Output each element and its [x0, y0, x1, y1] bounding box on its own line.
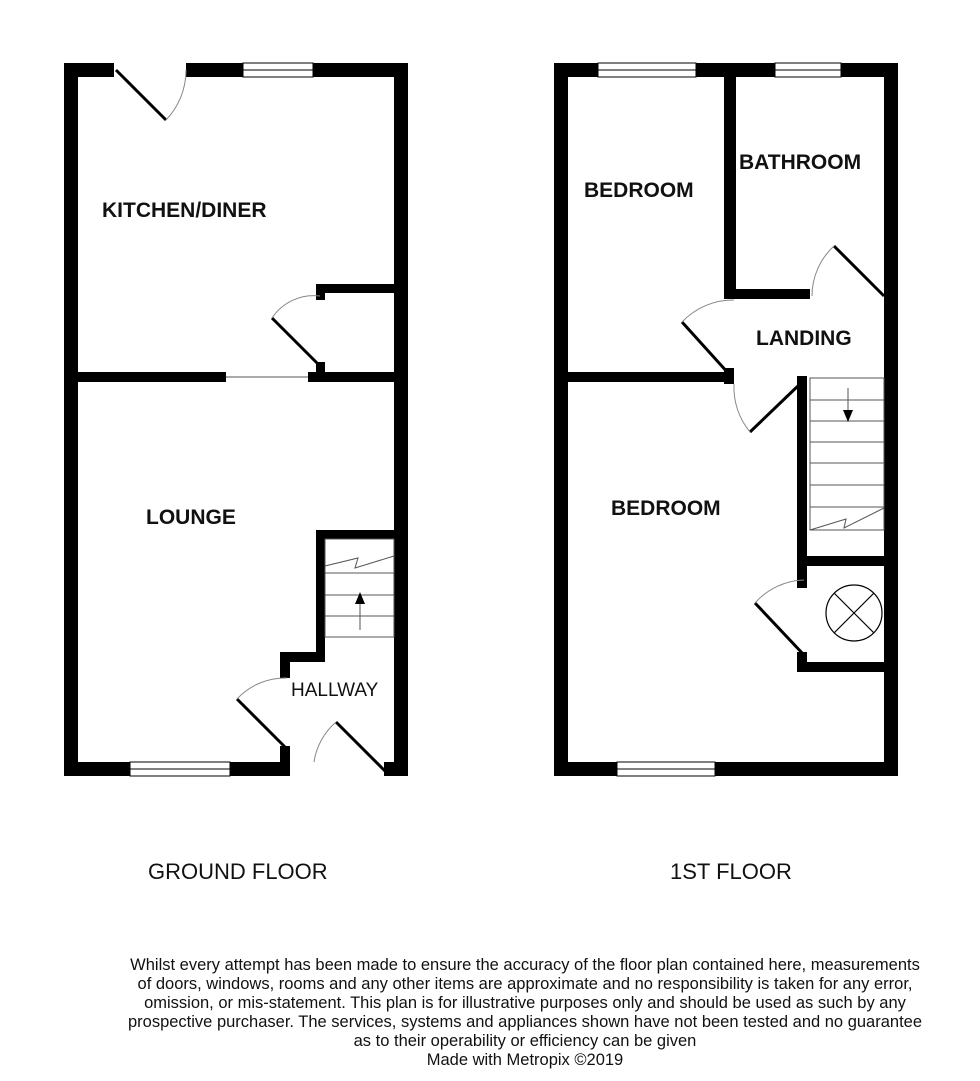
floor-title-ground: GROUND FLOOR	[148, 859, 328, 884]
window	[598, 63, 696, 77]
wall	[280, 746, 290, 776]
window	[130, 762, 230, 776]
arrow-down-icon	[843, 410, 853, 422]
floor-title-first: 1ST FLOOR	[670, 859, 792, 884]
wall	[554, 63, 568, 776]
door-icon	[237, 678, 287, 749]
room-label-hallway: HALLWAY	[291, 680, 379, 701]
wall	[797, 662, 898, 672]
wall	[64, 63, 114, 77]
room-label-bedroom: BEDROOM	[584, 179, 694, 202]
window	[243, 63, 313, 77]
room-label-bathroom: BATHROOM	[739, 151, 862, 174]
door-icon	[734, 384, 800, 432]
wall	[64, 63, 78, 776]
wall	[724, 63, 736, 299]
wall	[394, 63, 408, 776]
door-icon	[812, 246, 884, 296]
wall	[554, 372, 732, 382]
disclaimer-line: as to their operability or efficiency can be given	[353, 1032, 697, 1050]
disclaimer-line: prospective purchaser. The services, systems and appliances shown have not been tested and no guarantee	[127, 1013, 923, 1031]
arrow-up-icon	[355, 592, 365, 604]
door-icon	[116, 70, 186, 120]
window	[775, 63, 841, 77]
wall	[384, 762, 408, 776]
wall	[316, 530, 408, 539]
room-label-lounge: LOUNGE	[146, 506, 236, 529]
door-icon	[755, 580, 804, 655]
disclaimer-line: omission, or mis-statement. This plan is for illustrative purposes only and should be used as such by any	[144, 994, 906, 1012]
wall	[797, 566, 807, 588]
wall	[797, 556, 898, 566]
room-label-bedroom-large: BEDROOM	[611, 497, 721, 520]
wall	[64, 372, 226, 382]
ground-floor-plan	[64, 63, 408, 884]
disclaimer-line: of doors, windows, rooms and any other items are approximate and no responsibility is taken for any error,	[137, 975, 913, 993]
credit: Made with Metropix ©2019	[426, 1051, 624, 1069]
first-floor-plan	[554, 63, 898, 884]
disclaimer	[95, 956, 955, 1070]
wall	[316, 530, 325, 662]
wall	[280, 652, 290, 678]
boiler-icon	[826, 585, 882, 641]
door-icon	[314, 722, 386, 772]
stairs	[325, 539, 394, 637]
door-icon	[682, 300, 734, 374]
stairs	[810, 378, 884, 530]
wall	[316, 284, 325, 300]
wall	[797, 376, 807, 566]
wall	[724, 289, 810, 299]
wall	[554, 762, 898, 776]
window	[617, 762, 715, 776]
wall	[316, 284, 408, 293]
room-label-kitchen-diner: KITCHEN/DINER	[102, 199, 267, 222]
disclaimer-line: Whilst every attempt has been made to ensure the accuracy of the floor plan contained here, measurements	[130, 956, 920, 974]
room-label-landing: LANDING	[756, 327, 852, 350]
door-icon	[272, 296, 320, 366]
